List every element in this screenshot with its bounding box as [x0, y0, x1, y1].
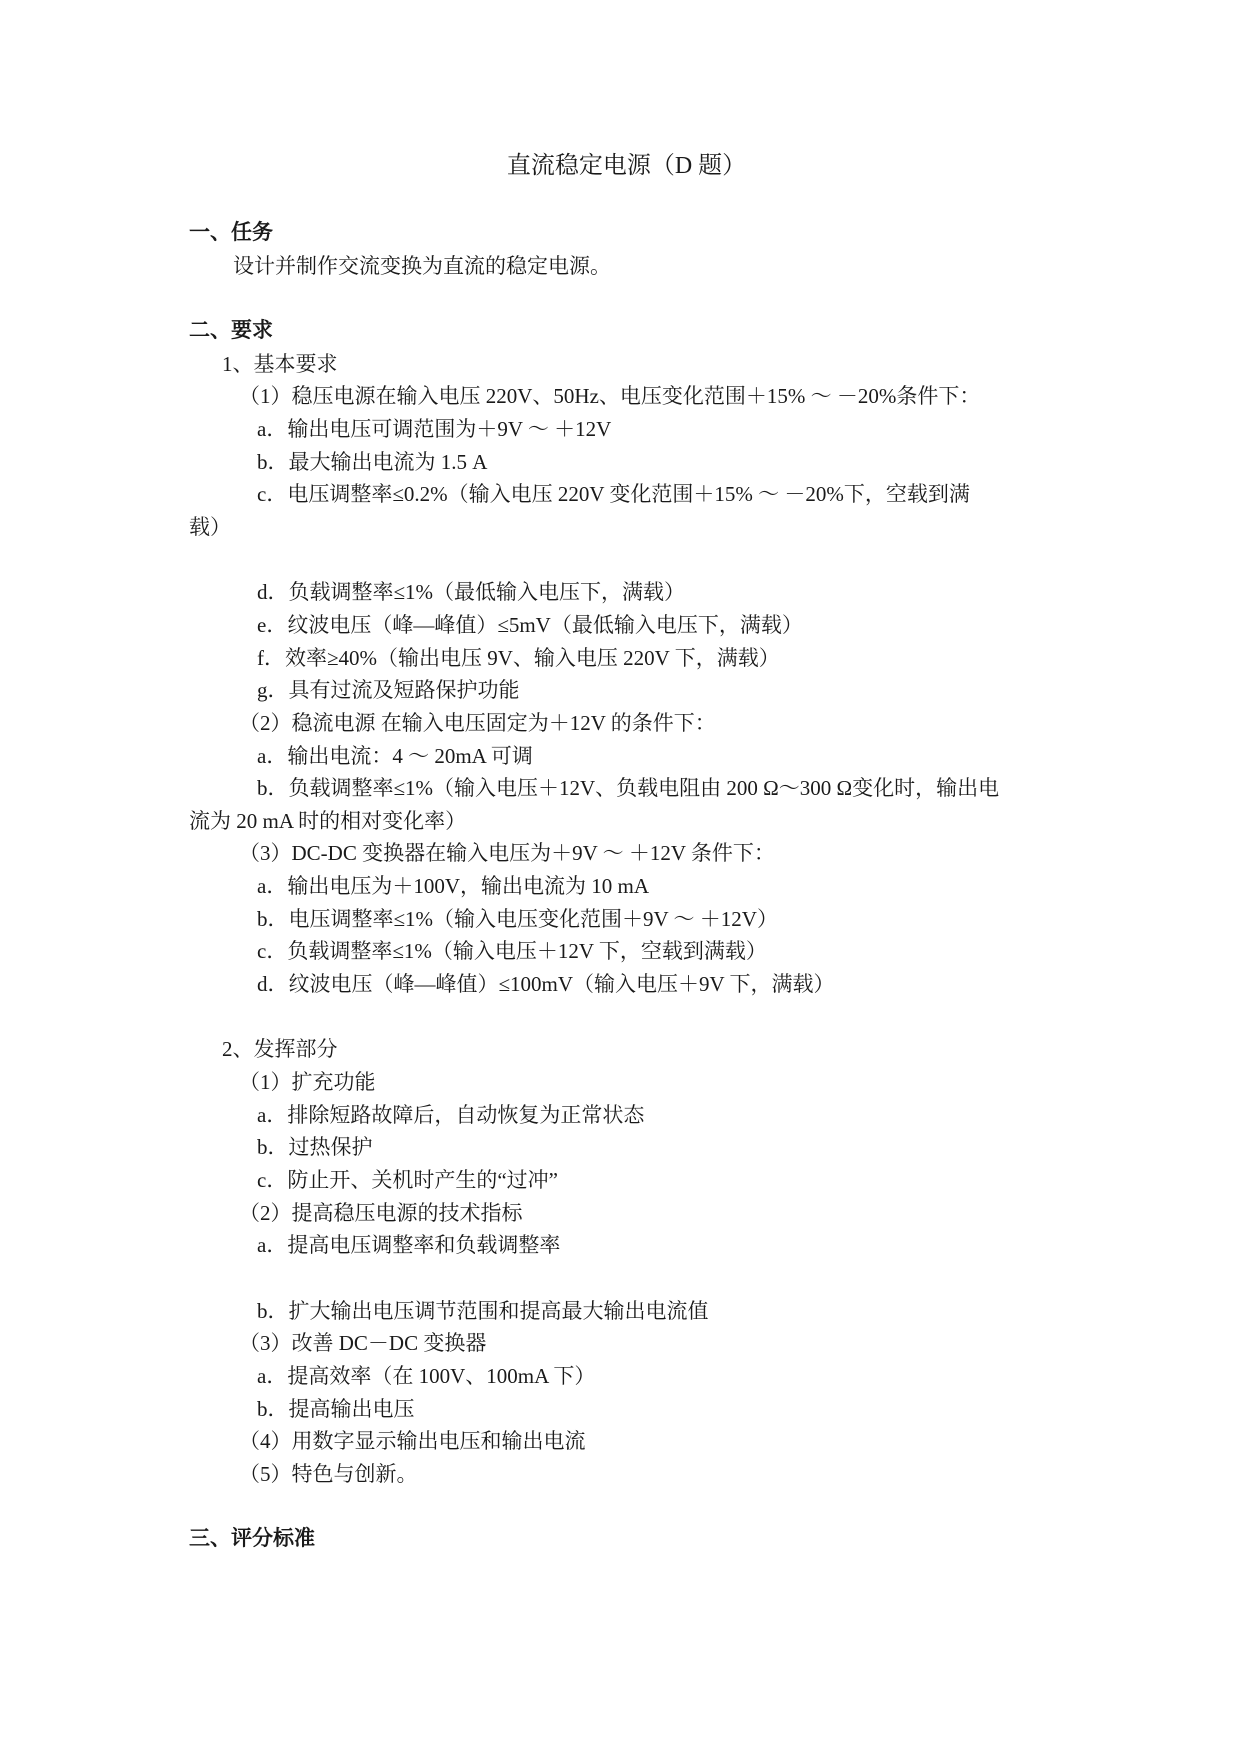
section-heading-task: 一、任务 — [189, 221, 273, 244]
blank-line — [0, 282, 1241, 315]
group-label: （1）扩充功能 — [239, 1070, 376, 1095]
list-item: b．提高输出电压 — [257, 1396, 415, 1421]
page-title: 直流稳定电源（D 题） — [506, 153, 747, 179]
list-item: b．过热保护 — [257, 1135, 373, 1160]
group-label: （3）DC-DC 变换器在输入电压为＋9V ～ ＋12V 条件下： — [239, 841, 775, 866]
list-item: a．输出电压可调范围为＋9V ～ ＋12V — [257, 416, 612, 441]
list-item: d．纹波电压（峰—峰值）≤100mV（输入电压＋9V 下，满载） — [257, 972, 835, 997]
task-description: 设计并制作交流变换为直流的稳定电源。 — [233, 253, 611, 278]
list-item-continuation: 载） — [189, 514, 231, 539]
list-item: c．负载调整率≤1%（输入电压＋12V 下，空载到满载） — [257, 939, 767, 964]
blank-line — [0, 1001, 1241, 1034]
group-label: （1）稳压电源在输入电压 220V、50Hz、电压变化范围＋15% ～ －20%条件下： — [239, 384, 981, 409]
subsection-heading-advanced: 2、发挥部分 — [222, 1037, 338, 1062]
group-label: （5）特色与创新。 — [239, 1461, 418, 1486]
list-item: b．负载调整率≤1%（输入电压＋12V、负载电阻由 200 Ω～300 Ω变化时，输出电 — [257, 776, 1000, 801]
list-item: b．扩大输出电压调节范围和提高最大输出电流值 — [257, 1298, 709, 1323]
list-item: b．电压调整率≤1%（输入电压变化范围＋9V ～ ＋12V） — [257, 906, 778, 931]
list-item: a．输出电流：4 ～ 20mA 可调 — [257, 743, 533, 768]
blank-line — [0, 1491, 1241, 1524]
list-item: a．输出电压为＋100V，输出电流为 10 mA — [257, 874, 649, 899]
list-item: a．提高效率（在 100V、100mA 下） — [257, 1363, 596, 1388]
list-item: e．纹波电压（峰—峰值）≤5mV（最低输入电压下，满载） — [257, 612, 803, 637]
blank-line — [0, 1262, 1241, 1295]
group-label: （4）用数字显示输出电压和输出电流 — [239, 1429, 586, 1454]
list-item: c．电压调整率≤0.2%（输入电压 220V 变化范围＋15% ～ －20%下，空载到满 — [257, 482, 970, 507]
list-item: b．最大输出电流为 1.5 A — [257, 449, 488, 474]
list-item: a．排除短路故障后，自动恢复为正常状态 — [257, 1102, 645, 1127]
list-item: c．防止开、关机时产生的“过冲” — [257, 1168, 558, 1193]
group-label: （2）提高稳压电源的技术指标 — [239, 1200, 523, 1225]
list-item: d．负载调整率≤1%（最低输入电压下，满载） — [257, 580, 686, 605]
section-heading-requirements: 二、要求 — [189, 318, 273, 342]
group-label: （3）改善 DC－DC 变换器 — [239, 1331, 487, 1356]
subsection-heading-basic: 1、基本要求 — [222, 351, 338, 376]
list-item: g．具有过流及短路保护功能 — [257, 678, 520, 703]
list-item: f．效率≥40%（输出电压 9V、输入电压 220V 下，满载） — [257, 645, 780, 670]
list-item: a．提高电压调整率和负载调整率 — [257, 1233, 561, 1258]
blank-line — [0, 544, 1241, 577]
group-label: （2）稳流电源 在输入电压固定为＋12V 的条件下： — [239, 710, 716, 735]
document-body — [0, 217, 1241, 1556]
list-item-continuation: 流为 20 mA 时的相对变化率） — [189, 808, 467, 833]
section-heading-scoring: 三、评分标准 — [189, 1527, 315, 1551]
